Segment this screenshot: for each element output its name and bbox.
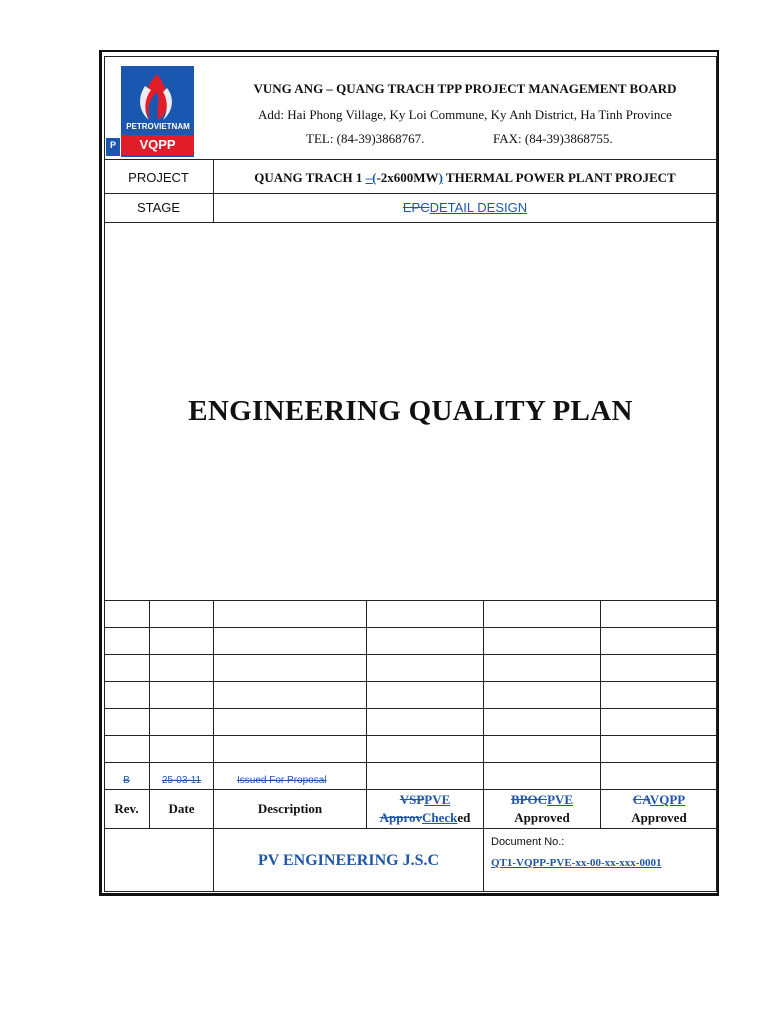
org-tel: TEL: (84-39)3868767.	[306, 131, 425, 146]
document-number: QT1-VQPP-PVE-xx-00-xx-xxx-0001	[491, 857, 662, 869]
col4-new: PVE	[424, 792, 451, 807]
col-header-date: Date	[168, 801, 195, 816]
org-fax: FAX: (84-39)3868755.	[493, 131, 613, 146]
col-header-checked-bottom	[367, 810, 483, 826]
col6-old: CA	[632, 792, 650, 807]
col6-new: VQPP	[649, 792, 686, 807]
project-name-b: -2x600MW	[376, 170, 439, 185]
project-name-dash: –(	[365, 170, 377, 185]
org-name: VUNG ANG – QUANG TRACH TPP PROJECT MANAGEMENT BOARD	[253, 81, 677, 96]
stage-old-value: EPC	[402, 200, 430, 215]
col-header-rev: Rev.	[114, 801, 139, 816]
project-label: PROJECT	[128, 170, 189, 185]
project-name-a: QUANG TRACH 1	[254, 170, 366, 185]
col-header-approved1-bottom: Approved	[514, 810, 570, 825]
project-name-paren: )	[438, 170, 443, 185]
logo-brand-text: PETROVIETNAM	[126, 122, 190, 131]
project-name	[214, 170, 716, 186]
struck-date: 25-03-11	[161, 775, 202, 786]
company-name: PV ENGINEERING J.S.C	[257, 852, 440, 869]
col5-old: BPOC	[510, 792, 548, 807]
col-header-checked-top	[367, 792, 483, 808]
stage-label: STAGE	[136, 200, 181, 215]
struck-description: Issued For Proposal	[237, 775, 327, 786]
col4-b-new: Check	[422, 810, 458, 825]
col-header-description: Description	[257, 801, 323, 816]
logo-vqpp-badge: VQPP	[121, 135, 194, 155]
project-name-c: THERMAL POWER PLANT PROJECT	[442, 170, 676, 185]
stage-new-value: DETAIL DESIGN	[429, 200, 528, 215]
col4-b-old: Approv	[379, 810, 422, 825]
document-number-label: Document No.:	[491, 836, 565, 848]
document-title: ENGINEERING QUALITY PLAN	[188, 395, 633, 427]
col-header-approved2-bottom: Approved	[631, 810, 687, 825]
stage-value	[214, 200, 716, 215]
col-header-approved2-top	[601, 792, 717, 808]
col4-old: VSP	[399, 792, 425, 807]
org-address: Add: Hai Phong Village, Ky Loi Commune, Ky Anh District, Ha Tinh Province	[258, 107, 672, 122]
col-header-approved1-top	[484, 792, 600, 808]
col4-b-tail: ed	[457, 810, 471, 825]
logo-side-letter: P	[110, 140, 117, 150]
col5-new: PVE	[547, 792, 574, 807]
struck-rev: B	[123, 775, 130, 786]
